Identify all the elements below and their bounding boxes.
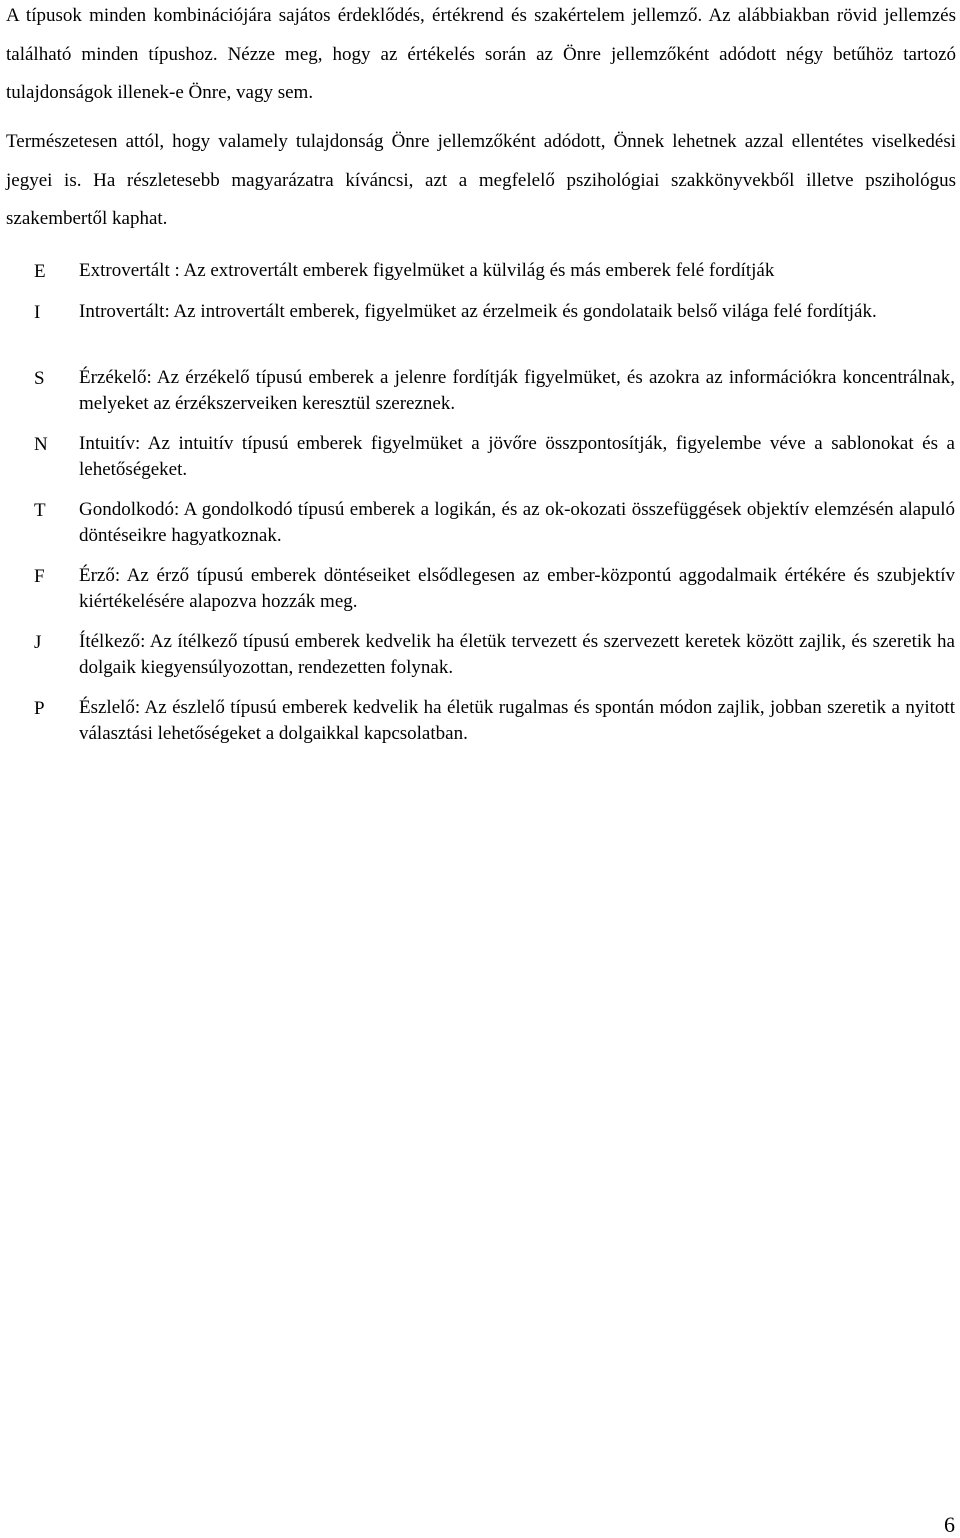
type-letter: I	[34, 302, 41, 323]
type-letter: E	[34, 261, 46, 282]
type-letter: T	[34, 500, 46, 521]
type-letter: J	[34, 632, 42, 653]
type-description: Észlelő: Az észlelő típusú emberek kedvelik ha életük rugalmas és spontán módon zajlik, jobban szeretik a nyitott választási lehetőségeket a dolgaikkal kapcsolatban.	[79, 697, 955, 744]
intro-paragraph: A típusok minden kombinációjára sajátos érdeklődés, értékrend és szakértelem jellemző. Az alábbiakban rövid jellemzés található minden típushoz. Nézze meg, hogy az értékelés során az Önre jellemzőként adódott négy betűhöz tartozó tulajdonságok illenek-e Önre, vagy sem.	[6, 5, 956, 103]
type-description: Gondolkodó: A gondolkodó típusú emberek a logikán, és az ok-okozati összefüggések objektív elemzésén alapuló döntéseikre hagyatkoznak.	[79, 499, 955, 546]
type-description: Intuitív: Az intuitív típusú emberek figyelmüket a jövőre összpontosítják, figyelembe véve a sablonokat és a lehetőségeket.	[79, 433, 955, 480]
type-description: Ítélkező: Az ítélkező típusú emberek kedvelik ha életük tervezett és szervezett keretek között zajlik, és szeretik ha dolgaik kiegyensúlyozottan, rendezetten folynak.	[79, 631, 955, 678]
type-description: Érző: Az érző típusú emberek döntéseiket elsődlegesen az ember-központú aggodalmaik értékére és szubjektív kiértékelésére alapozva hozzák meg.	[79, 565, 955, 612]
type-letter: F	[34, 566, 45, 587]
type-letter: P	[34, 698, 45, 719]
type-description: Extrovertált : Az extrovertált emberek figyelmüket a külvilág és más emberek felé fordítják	[79, 260, 775, 281]
type-description: Introvertált: Az introvertált emberek, figyelmüket az érzelmeik és gondolataik belső világa felé fordítják.	[79, 301, 877, 322]
page-number: 6	[944, 1512, 955, 1537]
type-letter: N	[34, 434, 48, 455]
type-letter: S	[34, 368, 45, 389]
note-paragraph: Természetesen attól, hogy valamely tulajdonság Önre jellemzőként adódott, Önnek lehetnek azzal ellentétes viselkedési jegyei is. Ha részletesebb magyarázatra kíváncsi, azt a megfelelő pszihológiai szakkönyvekből illetve pszihológus szakembertől kaphat.	[6, 131, 956, 229]
type-description: Érzékelő: Az érzékelő típusú emberek a jelenre fordítják figyelmüket, és azokra az információkra koncentrálnak, melyeket az érzékszerveiken keresztül szereznek.	[79, 367, 955, 414]
